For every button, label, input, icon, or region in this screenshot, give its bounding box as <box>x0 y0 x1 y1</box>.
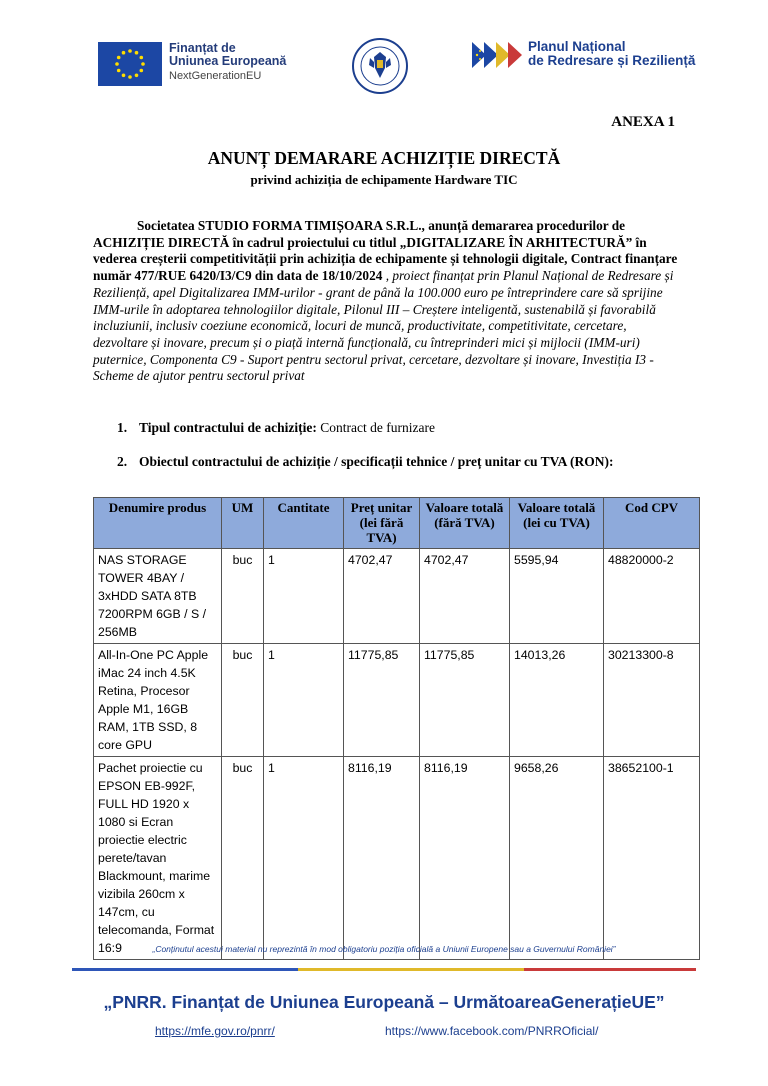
table-row <box>94 644 700 757</box>
footer-slogan: „PNRR. Finanțat de Uniunea Europeană – UrmătoareaGenerațieUE” <box>103 992 665 1012</box>
list-item-number: 2. <box>117 454 128 469</box>
list-item-contract-type <box>117 420 435 436</box>
pnrr-logo-line1: Planul Național <box>528 39 626 54</box>
cell-total-no-vat: 8116,19 <box>420 757 510 960</box>
eu-funding-logo <box>98 42 286 86</box>
footer-disclaimer: „Conținutul acestui material nu reprezintă în mod obligatoriu poziția oficială a Uniunii Europene sau a Guvernului României” <box>152 944 616 954</box>
eu-logo-line1: Finanțat de <box>169 41 236 55</box>
col-header-quantity: Cantitate <box>264 498 344 549</box>
document-subtitle: privind achiziția de echipamente Hardware TIC <box>250 172 518 187</box>
pnrr-logo-line2: de Redresare și Reziliență <box>528 53 696 68</box>
col-header-total-with-vat: Valoare totală (lei cu TVA) <box>510 498 604 549</box>
col-header-um: UM <box>222 498 264 549</box>
cell-um: buc <box>222 757 264 960</box>
cell-cpv-code: 38652100-1 <box>604 757 700 960</box>
cell-total-with-vat: 5595,94 <box>510 549 604 644</box>
intro-paragraph <box>93 218 683 385</box>
facebook-link[interactable]: https://www.facebook.com/PNRROficial/ <box>385 1024 599 1038</box>
pnrr-logo <box>472 40 695 70</box>
col-header-unit-price: Preț unitar (lei fără TVA) <box>344 498 420 549</box>
products-table <box>93 497 700 960</box>
col-header-total-no-vat: Valoare totală (fără TVA) <box>420 498 510 549</box>
cell-unit-price: 4702,47 <box>344 549 420 644</box>
table-row <box>94 549 700 644</box>
cell-unit-price: 8116,19 <box>344 757 420 960</box>
table-header-row <box>94 498 700 549</box>
cell-quantity: 1 <box>264 644 344 757</box>
cell-quantity: 1 <box>264 549 344 644</box>
cell-quantity: 1 <box>264 757 344 960</box>
footer-color-bar <box>72 968 696 971</box>
list-item-label: Obiectul contractului de achiziție / specificații tehnice / preț unitar cu TVA (RON): <box>139 454 614 469</box>
mfe-link[interactable]: https://mfe.gov.ro/pnrr/ <box>155 1024 275 1038</box>
cell-total-with-vat: 9658,26 <box>510 757 604 960</box>
list-item-value: Contract de furnizare <box>316 420 435 435</box>
cell-cpv-code: 48820000-2 <box>604 549 700 644</box>
cell-product-name: Pachet proiectie cu EPSON EB-992F, FULL HD 1920 x 1080 si Ecran proiectie electric perete/tavan Blackmount, marime vizibila 260cm x 147cm, cu telecomanda, Format 16:9 <box>94 757 222 960</box>
intro-italic-text: , proiect finanțat prin Planul Național de Redresare și Reziliență, apel Digitalizarea IMM-urilor - grant de până la 100.000 euro pe întreprindere care să sprijine IMM-urile în adoptarea tehnologiilor digitale, Pilonul III – Creștere inteligentă, sustenabilă și favorabilă incluziunii, inclusiv coeziune economică, locuri de muncă, productivitate, competitivitate, cercetare, dezvoltare și inovare, precum și o piață internă funcțională, cu întreprinderi mici și mijlocii (IMM-uri) puternice, Componenta C9 - Suport pentru sectorul privat, cercetare, dezvoltare și inovare, Investiția I3 - Scheme de ajutor pentru sectorul privat <box>93 268 674 384</box>
cell-total-no-vat: 11775,85 <box>420 644 510 757</box>
list-item-label: Tipul contractului de achiziție: <box>139 420 317 435</box>
pnrr-arrows-icon <box>472 40 524 70</box>
annex-label: ANEXA 1 <box>611 114 675 130</box>
cell-product-name: NAS STORAGE TOWER 4BAY / 3xHDD SATA 8TB 7200RPM 6GB / S / 256MB <box>94 549 222 644</box>
list-item-number: 1. <box>117 420 128 435</box>
cell-product-name: All-In-One PC Apple iMac 24 inch 4.5K Retina, Procesor Apple M1, 16GB RAM, 1TB SSD, 8 core GPU <box>94 644 222 757</box>
cell-um: buc <box>222 549 264 644</box>
cell-unit-price: 11775,85 <box>344 644 420 757</box>
intro-bold-text: Societatea STUDIO FORMA TIMIȘOARA S.R.L., anunță demararea procedurilor de ACHIZIȚIE DIRECTĂ în cadrul proiectului cu titlul „DIGITALIZARE ÎN ARHITECTURĂ” în vederea creșterii competitivității prin achiziția de echipamente și tehnologii digitale, Contract finanțare număr 477/RUE 6420/I3/C9 din data de 18/10/2024 <box>93 218 678 284</box>
eu-logo-line3: NextGenerationEU <box>169 70 262 82</box>
cell-total-with-vat: 14013,26 <box>510 644 604 757</box>
government-seal-icon <box>352 38 408 94</box>
list-item-contract-object <box>117 454 613 470</box>
cell-cpv-code: 30213300-8 <box>604 644 700 757</box>
table-row <box>94 757 700 960</box>
cell-um: buc <box>222 644 264 757</box>
eu-flag-icon <box>98 42 162 86</box>
document-title: ANUNȚ DEMARARE ACHIZIȚIE DIRECTĂ <box>207 148 561 168</box>
cell-total-no-vat: 4702,47 <box>420 549 510 644</box>
col-header-cpv-code: Cod CPV <box>604 498 700 549</box>
col-header-product-name: Denumire produs <box>94 498 222 549</box>
eu-logo-line2: Uniunea Europeană <box>169 54 287 68</box>
